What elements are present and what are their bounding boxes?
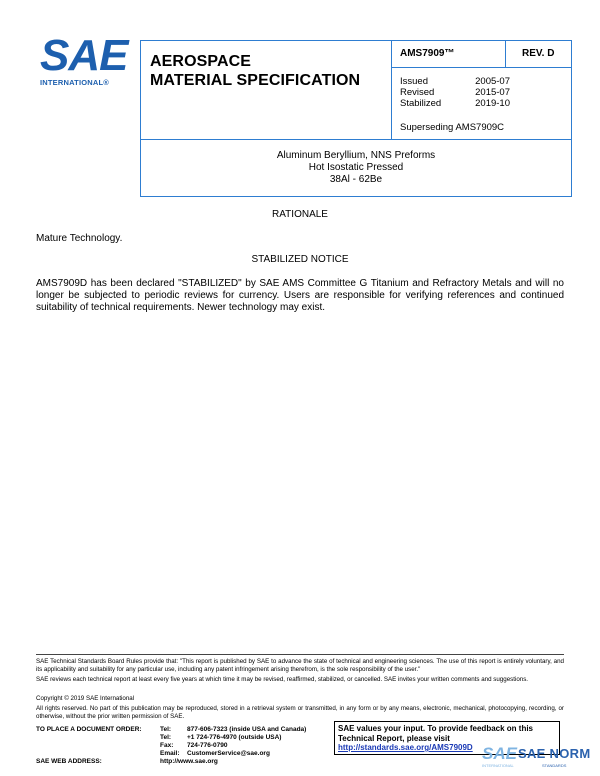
sae-logo xyxy=(40,31,128,87)
stabilized-value: 2019-10 xyxy=(475,98,510,109)
contact-key: Tel: xyxy=(160,734,172,741)
revision-box xyxy=(506,40,572,68)
rationale-heading: RATIONALE xyxy=(272,209,328,220)
contact-value: 724-776-0790 xyxy=(187,742,228,749)
subject-box xyxy=(140,140,572,197)
web-address-link[interactable]: http://www.sae.org xyxy=(160,758,218,765)
web-address-label: SAE WEB ADDRESS: xyxy=(36,758,102,765)
contact-key: Tel: xyxy=(160,726,172,733)
logo-mark: SAE xyxy=(40,31,128,80)
title-box xyxy=(140,40,391,140)
revised-label: Revised xyxy=(400,87,435,98)
watermark-norm: SAE NORM xyxy=(518,746,591,761)
feedback-line-2: Technical Report, please visit xyxy=(338,733,450,743)
contact-email-link[interactable]: CustomerService@sae.org xyxy=(187,750,270,757)
order-label: TO PLACE A DOCUMENT ORDER: xyxy=(36,726,142,733)
watermark-standards: STANDARDS xyxy=(542,763,567,768)
rationale-text: Mature Technology. xyxy=(36,233,123,244)
revised-row xyxy=(400,87,510,98)
watermark-intl: INTERNATIONAL xyxy=(482,763,514,768)
superseding-text: Superseding AMS7909C xyxy=(400,122,505,133)
issued-row xyxy=(400,76,510,87)
rules-text: SAE Technical Standards Board Rules provide that: "This report is published by SAE to advance the state of technical and engineering sciences. The use of this report is entirely voluntary, and its applicability and suitability for any particular use, including any patent infringement arising therefrom, is the sole responsibility of the user." xyxy=(36,658,564,673)
title-line-1: AEROSPACE xyxy=(150,53,252,70)
stabilized-notice-text: AMS7909D has been declared "STABILIZED" by SAE AMS Committee G Titanium and Refractory Metals and will no longer be subjected to periodic reviews for currency. Users are responsible for verifying references and continued suitability of technical requirements. Newer technology may exist. xyxy=(36,278,564,313)
review-text: SAE reviews each technical report at least every five years at which time it may be revised, reaffirmed, stabilized, or cancelled. SAE invites your written comments and suggestions. xyxy=(36,676,529,683)
contact-value: +1 724-776-4970 (outside USA) xyxy=(187,734,282,741)
document-title xyxy=(150,52,360,90)
web-address xyxy=(160,758,218,765)
title-line-2: MATERIAL SPECIFICATION xyxy=(150,72,361,89)
issued-value: 2005-07 xyxy=(475,76,510,87)
stabilized-notice-heading: STABILIZED NOTICE xyxy=(251,254,349,265)
subject-line-2: Hot Isostatic Pressed xyxy=(308,162,404,173)
watermark-sae: SAE xyxy=(482,744,517,763)
stabilized-row xyxy=(400,98,510,109)
contact-row xyxy=(160,726,306,733)
contact-row xyxy=(160,742,227,749)
subject-line-1: Aluminum Beryllium, NNS Preforms xyxy=(276,150,436,161)
dates-box xyxy=(391,68,572,140)
contact-value: 877-606-7323 (inside USA and Canada) xyxy=(187,726,307,733)
issued-label: Issued xyxy=(400,76,428,87)
copyright: Copyright © 2019 SAE International xyxy=(36,695,135,702)
contact-key: Email: xyxy=(160,750,180,757)
rights-text: All rights reserved. No part of this publication may be reproduced, stored in a retrieval system or transmitted, in any form or by any means, electronic, mechanical, photocopying, recording, or otherwise, without the prior written permission of SAE. xyxy=(36,705,564,720)
doc-number-box xyxy=(391,40,506,68)
contact-row xyxy=(160,734,281,741)
subject-line-3: 38Al - 62Be xyxy=(329,174,383,185)
footer-divider xyxy=(36,654,564,655)
contact-key: Fax: xyxy=(160,742,174,749)
feedback-line-1: SAE values your input. To provide feedback on this xyxy=(338,724,533,733)
logo-subtext: INTERNATIONAL® xyxy=(40,78,110,87)
feedback-link[interactable]: http://standards.sae.org/AMS7909D xyxy=(338,743,473,752)
stabilized-label: Stabilized xyxy=(400,98,442,109)
revision: REV. D xyxy=(522,48,555,59)
revised-value: 2015-07 xyxy=(475,87,510,98)
contact-row xyxy=(160,750,270,757)
doc-number: AMS7909™ xyxy=(400,48,455,59)
watermark-logo xyxy=(482,744,596,770)
